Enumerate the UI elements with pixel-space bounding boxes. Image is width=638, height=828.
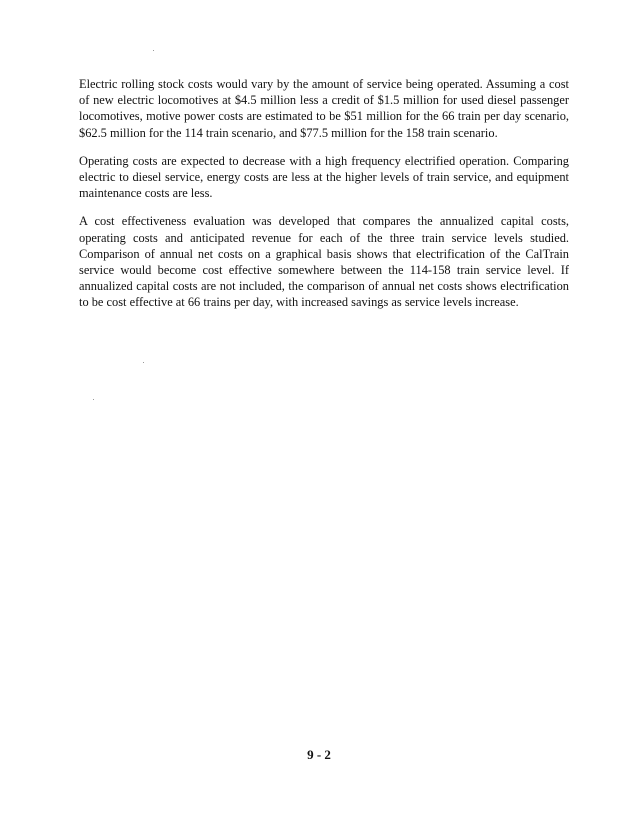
scan-speck	[143, 362, 144, 363]
paragraph-cost-effectiveness: A cost effectiveness evaluation was developed that compares the annualized capital costs, operating costs and anticipated revenue for each of the three train service levels studied. Comparison of annual net costs on a graphical basis shows that electrification of the CalTrain service would become cost effective somewhere between the 114-158 train service level. If annualized capital costs are not included, the comparison of annual net costs shows electrification to be cost effective at 66 trains per day, with increased savings as service levels increase.	[79, 214, 569, 310]
body-text	[79, 76, 569, 323]
paragraph-rolling-stock-costs: Electric rolling stock costs would vary by the amount of service being operated. Assuming a cost of new electric locomotives at $4.5 million less a credit of $1.5 million for used diesel passenger locomotives, motive power costs are estimated to be $51 million for the 66 train per day scenario, $62.5 million for the 114 train scenario, and $77.5 million for the 158 train scenario.	[79, 77, 569, 140]
scan-speck	[153, 50, 154, 51]
page-number: 9 - 2	[307, 747, 331, 762]
scan-speck	[93, 399, 94, 400]
paragraph-operating-costs: Operating costs are expected to decrease with a high frequency electrified operation. Comparing electric to diesel service, energy costs are less at the higher levels of train service, and equipment maintenance costs are less.	[79, 153, 569, 201]
